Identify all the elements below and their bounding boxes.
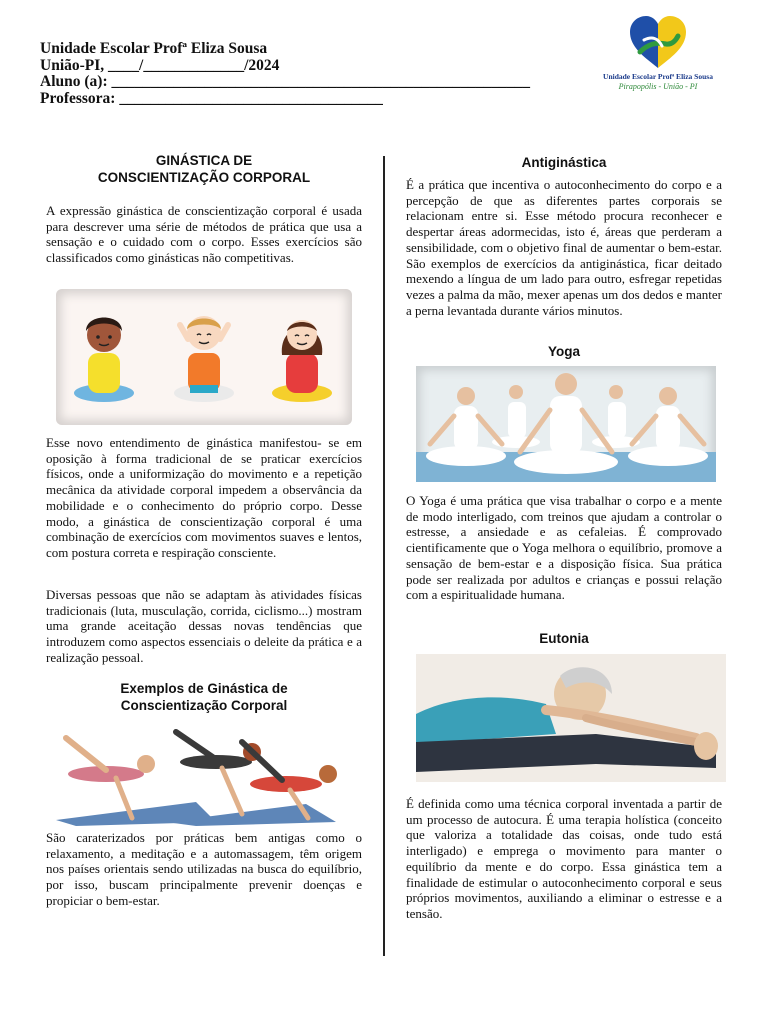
- main-title-line2: CONSCIENTIZAÇÃO CORPORAL: [97, 170, 311, 185]
- logo-location: Pirapopólis - União - PI: [618, 82, 698, 91]
- yoga-title: Yoga: [547, 344, 580, 359]
- column-divider: [383, 156, 385, 956]
- yoga-paragraph: O Yoga é uma prática que visa trabalhar o corpo e a mente de modo interligado, com treinos que ajudam a controlar o estresse, a ansiedade e as cefaleias. É comprovado cientificamente que o Yoga melhora o equilíbrio, promove a sensação de bem-estar e a disposição física. Sua prática pode ser realizada por adultos e crianças e possui relação com a espiritualidade humana.: [406, 493, 722, 603]
- eutonia-stretch-image: [416, 654, 726, 782]
- fourth-paragraph: São caraterizados por práticas bem antigas como o relaxamento, a meditação e a automassagem, têm origem nos países orientais sendo utilizadas na busca do equilíbrio, por isso, buscam principalmente prevenir doenças e propiciar o bem-estar.: [46, 830, 362, 908]
- yoga-class-image: [416, 366, 716, 482]
- date-line: União-PI, ____/_____________/2024: [40, 56, 280, 74]
- eutonia-paragraph: É definida como uma técnica corporal inventada a partir de um processo de autocura. É uma terapia holística (conceito que valoriza a totalidade das coisas, onde tudo está interligado) e emprega o movimento para manter o equilíbrio da mente e do corpo. Essa ginástica tem a finalidade de estimular o autoconhecimento corporal e seus próprios movimentos, auxiliando a eliminar o estresse e a tensão.: [406, 796, 722, 921]
- second-paragraph: Esse novo entendimento de ginástica manifestou- se em oposição à forma tradicional de se praticar exercícios físicos, onde a uniformização do movimento e a repetição mecânica da atividade corporal impedem a observância da mobilidade e o conhecimento do próprio corpo. Desse modo, a ginástica de conscientização corporal é uma combinação de exercícios com movimentos suaves e lentos, com postura correta e respiração consciente.: [46, 435, 362, 560]
- teacher-line: Professora: __________________________________: [40, 89, 383, 107]
- eutonia-title: Eutonia: [539, 631, 589, 646]
- school-logo: [596, 14, 720, 96]
- main-title: [46, 152, 362, 186]
- kids-meditating-image: [56, 289, 352, 425]
- antiginastica-title: Antiginástica: [521, 155, 607, 170]
- intro-paragraph: A expressão ginástica de conscientização corporal é usada para descrever uma série de métodos de prática que usa a sensação e o cuidado com o corpo. Esses exercícios são classificados como ginásticas não competitivas.: [46, 203, 362, 266]
- logo-school-name: Unidade Escolar Profª Eliza Sousa: [603, 72, 713, 81]
- examples-title-line1: Exemplos de Ginástica de: [120, 681, 288, 696]
- main-title-line1: GINÁSTICA DE: [155, 153, 253, 168]
- examples-title-line2: Conscientização Corporal: [120, 698, 288, 713]
- school-name: Unidade Escolar Profª Eliza Sousa: [40, 40, 268, 57]
- antiginastica-paragraph: É a prática que incentiva o autoconhecimento do corpo e a percepção de que as diferentes partes corporais se relacionam entre si. Esse método procura reconhecer e despertar áreas adormecidas, isto é, áreas que perderam a sensibilidade, com o objetivo final de aumentar o bem-estar. São exemplos de exercícios da antiginástica, ficar deitado mexendo a língua de um lado para outro, esfregar repetidas vezes a palma da mão, mexer apenas um dos dedos e manter a perna levantada durante vários minutos.: [406, 177, 722, 318]
- student-line: Aluno (a): ______________________________________________________: [40, 73, 530, 90]
- header: [40, 41, 560, 107]
- exercise-class-image: [46, 718, 362, 828]
- third-paragraph: Diversas pessoas que não se adaptam às atividades físicas tradicionais (luta, musculação, corrida, ciclismo...) mostram uma grande aceitação dessas novas tendências que introduzem como aspectos essenciais o deleite da prática e a realização pessoal.: [46, 587, 362, 665]
- examples-title: [46, 680, 362, 714]
- heart-hands-icon: [626, 14, 690, 72]
